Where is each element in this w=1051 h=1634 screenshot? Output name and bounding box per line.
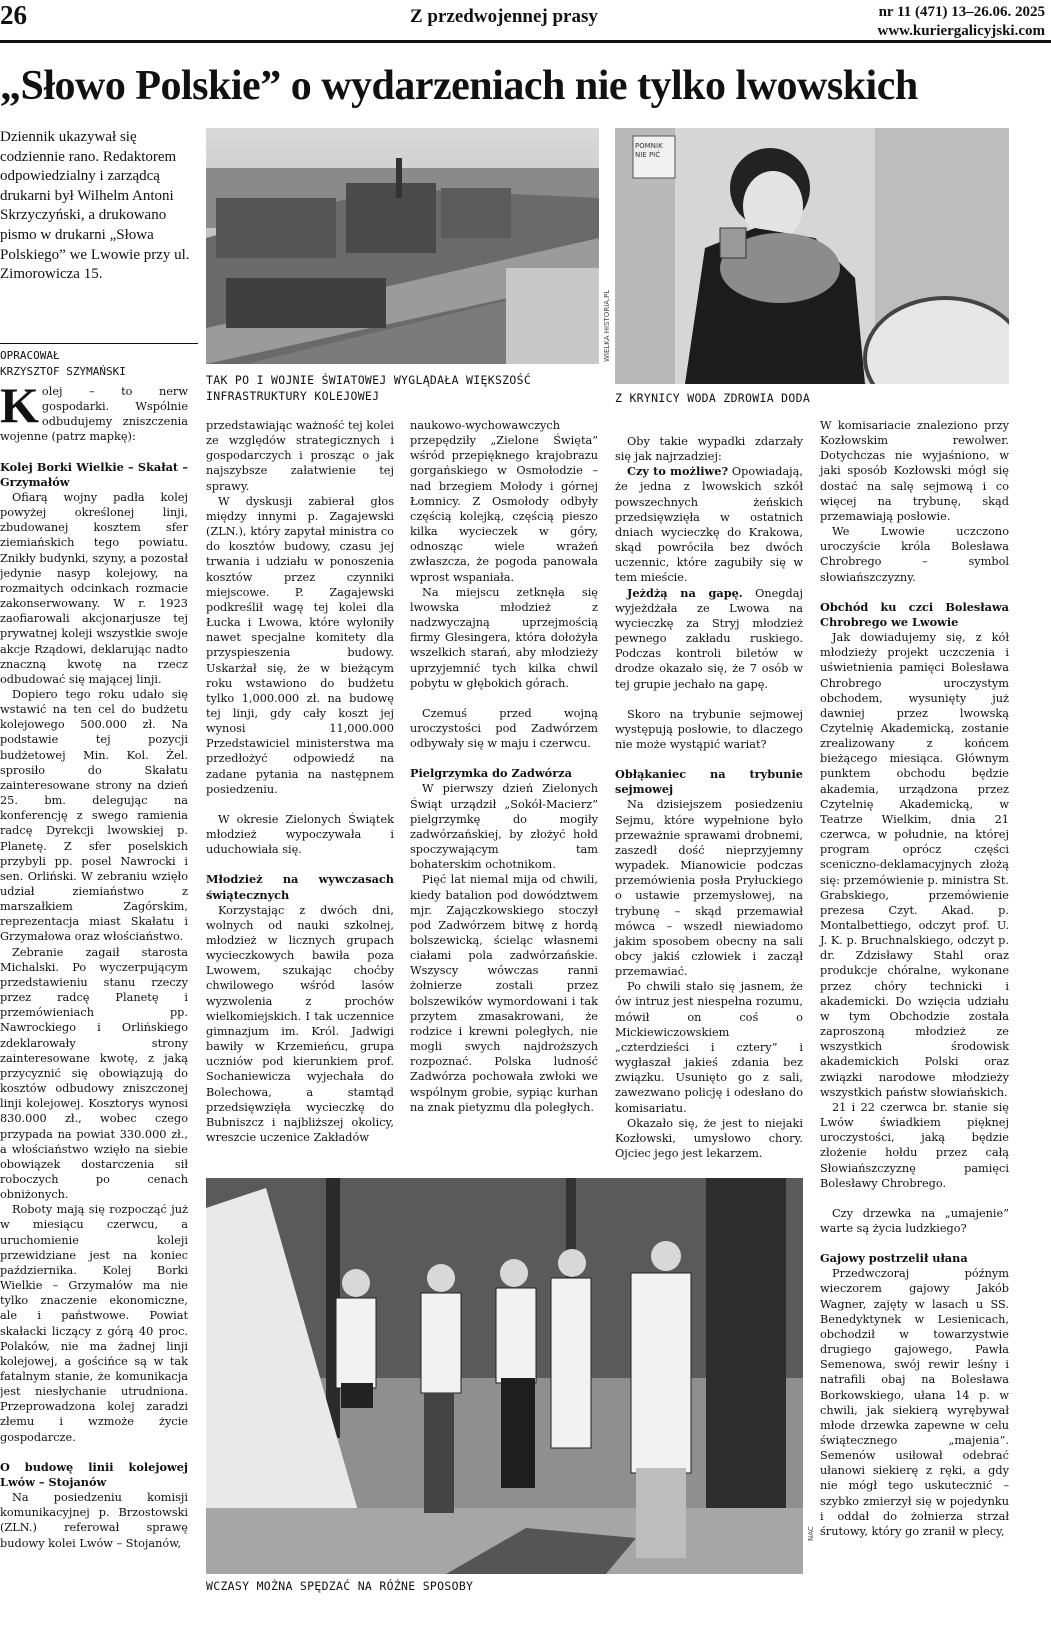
paragraph [615, 586, 803, 692]
paragraph: Ofiarą wojny padła kolej powyżej określonej linji, zbudowanej kosztem sfer ziemiańskich tego powiatu. Znikły budynki, szyny, a pozostał jedynie nasyp kolejowy, na rozmaitych odcinkach rozmacie zakonserwowany. W r. 1923 zaofiarowali akcjonarjusze tej prywatnej koleji wszystkie swoje akcje Rządowi, deklarując nadto znaczną kwotę na rzecz odbudować się mającej linji. [0, 490, 188, 686]
paragraph-text: Opowiadają, że jedna z lwowskich szkół powszechnych żeńskich przedsięwzięła w ostatnich dniach wycieczkę do Krakowa, skąd powróciła bez dwóch uczennic, które zagubiły się w tem mieście. [615, 465, 804, 585]
column-5 [820, 418, 1009, 1539]
factory-photo-caption: TAK PO I WOJNIE ŚWIATOWEJ WYGLĄDAŁA WIĘKSZOŚĆ INFRASTRUKTURY KOLEJOWEJ [206, 373, 532, 403]
column-2 [206, 418, 394, 1145]
paragraph: Jak dowiadujemy się, z kół młodzieży projekt uczczenia i uświetnienia pamięci Bolesława Chrobrego uroczystym obchodem, wysunięty już dawniej przez lwowską Czytelnię Akademicką, zostanie zrealizowany z końcem bieżącego miesiąca. Głównym punktem obchodu będzie akademia, urządzona przez Czytelnię Akademicką, w Teatrze Wielkim, dnia 21 czerwca, w południe, na której program oprócz części sceniczno-deklamacyjnych złożą się: przemówienie p. ministra St. Grabskiego, przemówienie prezesa Czyt. Akad. p. Montalbettiego, odczyt prof. U. J. K. p. Bruchnalskiego, odczyt p. dr. Zdzisławy Stahl oraz produkcje chóralne, wykonane przez chóry technicki i akademicki. Do wzięcia udziału w tym Obchodzie została zaproszoną młodzież ze wszystkich środowisk akademickich Polski oraz związki narodowe młodzieży wszystkich państw słowiańskich. [820, 631, 1009, 1099]
byline-author: KRZYSZTOF SZYMAŃSKI [0, 365, 126, 378]
woman-photo-caption: Z KRYNICY WODA ZDROWIA DODA [615, 391, 811, 405]
paragraph: W komisariacie znaleziono przy Kozłowskim rewolwer. Dotychczas nie wyjaśniono, w jaki sposób Kozłowski mógł się dostać na salę sejmową i co więcej na trybunę, skąd przemawiają posłowie. [820, 419, 1009, 523]
paragraph: przedstawiając ważność tej kolei ze względów strategicznych i gospodarczych i prosząc o jak najszybsze załatwienie tej sprawy. [206, 419, 394, 493]
factory-photo [206, 128, 599, 364]
byline-rule [0, 343, 198, 344]
section-title: Z przedwojennej prasy [410, 6, 598, 27]
group-photo-credit: NAC [807, 1526, 815, 1541]
paragraph [615, 464, 803, 585]
paragraph: Zebranie zagaił starosta Michalski. Po wyczerpującym przedstawieniu stanu rzeczy przez radcę Planetę i przemówieniach pp. Nawrockiego i Orlińskiego zdeklarowały strony zainteresowane kwotę, z jaką przycyznić się obowiązują do kosztów odbudowy zniszczonej linji kolejowej. Kosztorys wynosi 830.000 zł., wobec czego przypada na powiat 330.000 zł., a włościaństwo wzięło na siebie obowiązek dostarczenia sił roboczych po cenach obniżonych. [0, 945, 188, 1202]
article-title: „Słowo Polskie” o wydarzeniach nie tylko lwowskich [0, 63, 918, 109]
paragraph: 21 i 22 czerwca br. stanie się Lwów świadkiem pięknej uroczystości, jaką będzie złożenie hołdu przez całą Słowiańszczyznę pamięci Bolesławy Chrobrego. [820, 1100, 1009, 1190]
paragraph: Oby takie wypadki zdarzały się jak najrzadziej: [615, 435, 803, 464]
run-in-heading: Jeżdżą na gapę. [627, 585, 743, 600]
subheading-mlodziez: Młodzież na wywczasach świątecznych [206, 872, 394, 902]
header-rule [0, 40, 1051, 43]
paragraph: Czemuś przed wojną uroczystości pod Zadwórzem odbywały się w maju i czerwcu. [410, 706, 598, 751]
paragraph: Na miejscu zetknęła się lwowska młodzież z nadzwyczajną uprzejmością firmy Glesingera, która dołożyła wszelkich starań, aby młodzieży uprzyjemnić tych kilka chwil pobytu w głębokich górach. [410, 585, 598, 690]
intro-paragraph [0, 377, 188, 445]
paragraph: Okazało się, że jest to niejaki Kozłowski, umysłowo chory. Ojciec jego jest lekarzem. [615, 1116, 803, 1161]
issue-number: nr 11 (471) 13–26.06. 2025 [878, 4, 1045, 20]
paragraph: W pierwszy dzień Zielonych Świąt urządził „Sokół-Macierz” pielgrzymkę do mogiły zadwórzańskiej, by złożyć hołd spoczywającym tam bohaterskim ochotnikom. [410, 782, 598, 872]
drop-cap: K [0, 377, 39, 433]
woman-illustration [615, 128, 1009, 384]
page-number: 26 [0, 0, 27, 30]
paragraph: Pięć lat niemal mija od chwili, kiedy batalion pod dowództwem mjr. Zajączkowskiego stoczył pod Zadwórzem bitwę z hordą bolszewicką, ścieląc własnemi ciałami pola zadwórzańskie. Wszyscy wówczas ranni żołnierze zostali przez bolszewików wymordowani i tak przytem zmasakrowani, że rodzice i krewni poległych, nie mogli swych najdroższych rozpoznać. Polska ludność Zadwórza pochowała zwłoki we wspólnym grobie, sypiąc kurhan na znak pietyzmu dla poległych. [410, 873, 598, 1114]
paragraph-text: Onegdaj wyjeżdżała ze Lwowa na wycieczkę za Stryj młodzież pewnego zakładu ruskiego. Podczas kontroli biletów w drodze okazało się, że 7 osób w tej grupie jechało na gapę. [615, 586, 803, 691]
paragraph: Dopiero tego roku udało się wstawić na ten cel do budżetu kolejowego 500.000 zł. Na podstawie tej pozycji budżetowej Min. Kol. Żel. sprosiło do Skałatu zainteresowane strony na dzień 25. bm. delegując na konferencję z swego ramienia radcę Dyrekcji lwowskiej p. Planetę. Z sfer poselskich przybyli pp. posel Nawrocki i sen. Orliński. W zebraniu wzięło udział ziemiaństwo z marszałkiem Zagórskim, reprezentacja miast Skałatu i Grzymałowa oraz włościaństwo. [0, 687, 188, 944]
group-illustration [206, 1178, 803, 1574]
byline-label: OPRACOWAŁ [0, 349, 60, 362]
subheading-borki: Kolej Borki Wielkie – Skałat – Grzymałów [0, 459, 188, 489]
factory-illustration [206, 128, 599, 364]
pump-room-sign: POMNIK NIE PIĆ [635, 142, 663, 159]
paragraph: Na dzisiejszem posiedzeniu Sejmu, które wypełnione było przeważnie sprawami drobnemi, zaszedł dość nieprzyjemny wypadek. Mianowicie podczas przemówienia posła Pryłuckiego o ustawie przemysłowej, na trybunę – skąd przemawiał mówca – wszedł niewiadomo jakim sposobem obecny na sali obcy jakiś człowiek i zaczął przemawiać. [615, 798, 803, 979]
paragraph: W okresie Zielonych Świątek młodzież wypoczywała i uduchowiała się. [206, 812, 394, 857]
paragraph: Skoro na trybunie sejmowej występują posłowie, to dlaczego nie może wystąpić wariat? [615, 707, 803, 751]
woman-photo [615, 128, 1009, 384]
paragraph: Czy drzewka na „umajenie” warte są życia ludzkiego? [820, 1206, 1009, 1235]
paragraph: We Lwowie uczczono uroczyście króla Bolesława Chrobrego – symbol słowiańszczyzny. [820, 525, 1009, 584]
run-in-heading: Czy to możliwe? [627, 464, 729, 479]
article-lead: Dziennik ukazywał się codziennie rano. Redaktorem odpowiedzialny i zarządcą drukarni był Wilhelm Antoni Skrzyczyński, a drukowano pismo w drukarni „Słowa Polskiego” we Lwowie przy ul. Zimorowicza 15. [0, 129, 190, 283]
subheading-chrobry: Obchód ku czci Bolesława Chrobrego we Lwowie [820, 599, 1009, 629]
byline [0, 348, 198, 380]
intro-text: olej – to nerw gospodarki. Wspólnie odbudujemy zniszczenia wojenne (patrz mapkę): [0, 385, 188, 444]
paragraph: Roboty mają się rozpocząć już w miesiącu czerwcu, a uruchomienie koleji przewidziane jest na koniec października. Kolej Borki Wielkie – Grzymałów ma nie tylko znaczenie ekonomiczne, ale i państwowe. Powiat skałacki liczący z górą 40 proc. Polaków, nie ma żadnej linji kolejowej, a gościńce są w tak fatalnym stanie, że komunikacja jest niesłychanie utrudniona. Przeprowadzona kolej zaradzi złemu i wzmoże życie gospodarcze. [0, 1203, 188, 1444]
group-photo-caption: WCZASY MOŻNA SPĘDZAĆ NA RÓŻNE SPOSOBY [206, 1579, 474, 1593]
paragraph: Na posiedzeniu komisji komunikacyjnej p. Brzostowski (ZLN.) referował sprawę budowy kolei Lwów – Stojanów, [0, 1491, 188, 1550]
paragraph: Przedwczoraj późnym wieczorem gajowy Jakób Wagner, zajęty w lasach u SS. Benedyktynek w Lesienicach, obchodził w towarzystwie drugiego gajowego, Pawła Semenowa, swój rewir leśny i natrafili obaj na Bolesława Borkowskiego, ułana 14 p. w chwili, jak siekierą wyrębywał młode drzewka zapewne w celu świątecznego „majenia”. Semenów usiłował odebrać ułanowi siekierę z ręki, a gdy nie mógł tego uskutecznić – szybko zmierzył się w pojedynku i oddał do żołnierza strzał śrutowy, który go zranił w plecy, [820, 1267, 1009, 1538]
column-3 [410, 418, 598, 1115]
column-1 [0, 377, 188, 1551]
subheading-zadworze: Pielgrzymka do Zadwórza [410, 766, 572, 781]
subheading-oblakaniec: Obłąkaniec na trybunie sejmowej [615, 767, 803, 797]
factory-photo-credit: WIELKA HISTORIA.PL [603, 289, 611, 362]
paragraph: Po chwili stało się jasnem, że ów intruz jest niespełna rozumu, mówił on coś o Mickiewiczowskiem „czterdzieści i cztery” i wygłaszał jakieś zdania bez związku. Usunięto go z sali, zawezwano policję i odesłano do komisariatu. [615, 980, 803, 1115]
group-photo [206, 1178, 803, 1574]
paragraph: W dyskusji zabierał głos między innymi p. Zagajewski (ZLN.), który zapytał ministra co do kosztów budowy, czasu jej trwania i udziału w ponoszenia kosztów przez czynniki miejscowe. P. Zagajewski podkreślił wagę tej kolei dla Łucka i Lwowa, które wyłoniły nawet specjalne komitety dla przyspieszenia budowy. Uskarżał się, że w bieżącym roku wstawiono do budżetu tylko 1,000.000 zł. na budowę tej linji, gdy cały koszt jej wynosi 11,000.000 Przedstawiciel ministerstwa ma przedłożyć odpowiedź na zadane pytania na następnem posiedzeniu. [206, 494, 394, 796]
subheading-stojanow: O budowę linii kolejowej Lwów – Stojanów [0, 1459, 188, 1489]
column-4 [615, 434, 803, 1161]
paragraph: Korzystając z dwóch dni, wolnych od nauki szkolnej, młodzież w licznych grupach wycieczkowych bawiła poza Lwowem, szukając choćby chwilowego wśród lasów wyzwolenia z prochów wielkomiejskich. I tak uczennice gimnazjum im. Król. Jadwigi bawiły w Krzemieńcu, grupa uczniów pod kierunkiem prof. Sochaniewicza wyjechała do Bolechowa, a stamtąd przedsięwzięła wycieczkę do Bubniszcz i najbliższej okolicy, wreszcie uczenice Zakładów [206, 903, 394, 1145]
paragraph: naukowo-wychowawczych przepędziły „Zielone Święta” wśród przepięknego krajobrazu gorgańskiego w Osmołodzie – nad brzegiem Mołody i górnej Łomnicy. Z Osmołody odbyły częścią kolejką, częścią pieszo kilka wycieczek w góry, odnosząc wiele wrażeń zwłaszcza, że pogoda panowała wprost wspaniała. [410, 419, 598, 584]
subheading-gajowy: Gajowy postrzelił ułana [820, 1251, 968, 1266]
issue-info [878, 3, 1045, 41]
website-link[interactable]: www.kuriergalicyjski.com [877, 23, 1045, 39]
